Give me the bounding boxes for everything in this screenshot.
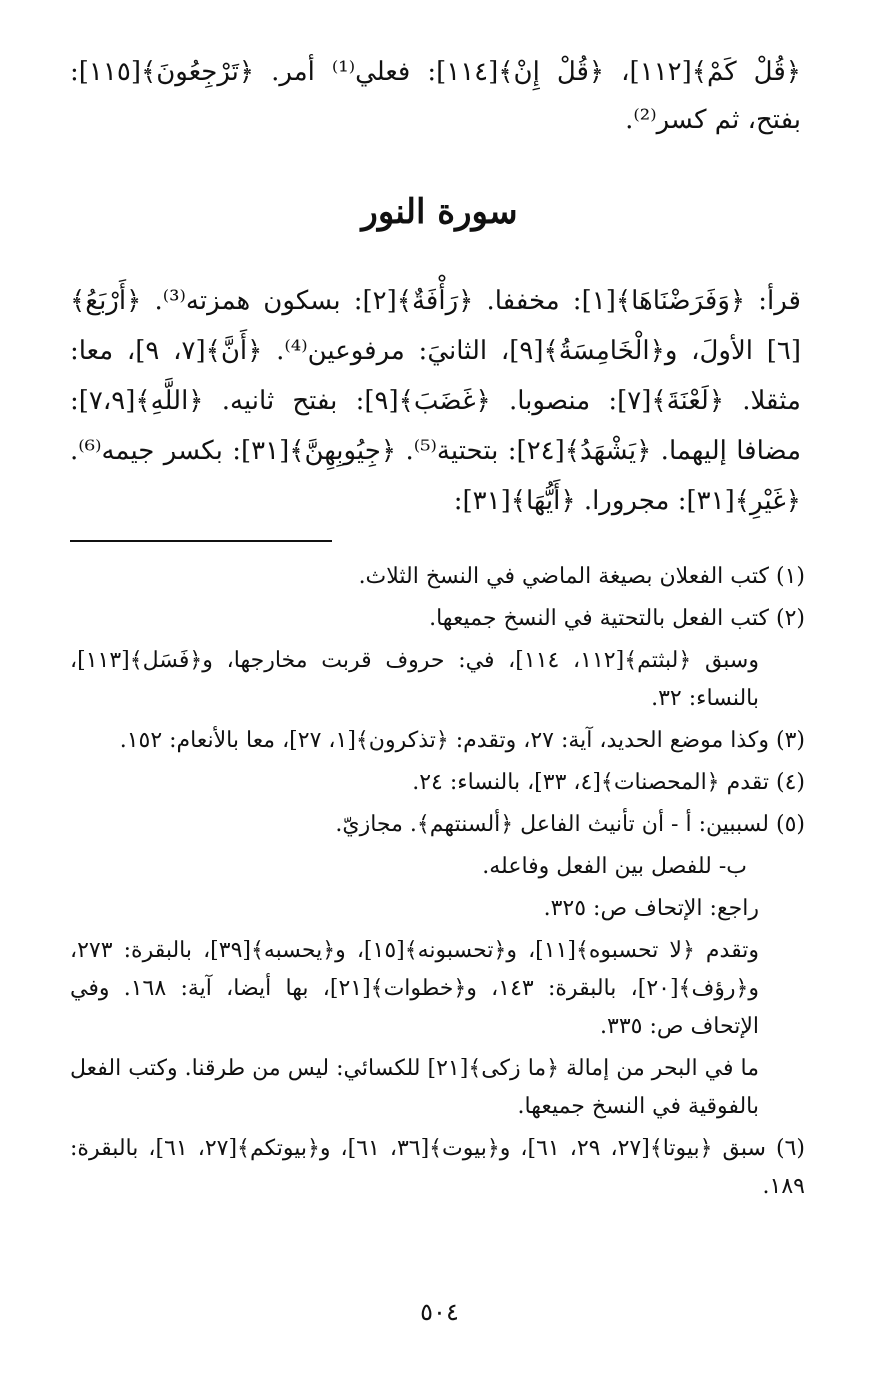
- footnote: وسبق ﴿لبثتم﴾[١١٢، ١١٤]، في: حروف قربت مخارجها، و﴿فَسَل﴾[١١٣]، بالنساء: ٣٢.: [70, 648, 759, 711]
- footnote: وتقدم ﴿لا تحسبوه﴾[١١]، و﴿تحسبونه﴾[١٥]، و﴿يحسبه﴾[٣٩]، بالبقرة: ٢٧٣، و﴿رؤف﴾[٢٠]، بالبقرة: ١٤٣، و﴿خطوات﴾[٢١]، بها أيضا، آية: ١٦٨. وفي الإتحاف ص: ٣٣٥.: [70, 938, 760, 1039]
- footnote: (٢) كتب الفعل بالتحتية في النسخ جميعها.: [429, 606, 805, 631]
- footnote: (٣) وكذا موضع الحديد، آية: ٢٧، وتقدم: ﴿تذكرون﴾[١، ٢٧]، معا بالأنعام: ١٥٢.: [119, 728, 805, 753]
- footnote-divider: [70, 540, 332, 542]
- footnote: (٦) سبق ﴿بيوتا﴾[٢٧، ٢٩، ٦١]، و﴿بيوت﴾[٣٦، ٦١]، و﴿بيوتكم﴾[٢٧، ٦١]، بالبقرة: ١٨٩.: [70, 1136, 805, 1199]
- footnote: (٤) تقدم ﴿المحصنات﴾[٤، ٣٣]، بالنساء: ٢٤.: [412, 770, 805, 795]
- page-number: ٥٠٤: [420, 1298, 459, 1326]
- main-paragraph: قرأ: ﴿وَفَرَضْنَاهَا﴾[١]: مخففا. ﴿رَأْفَةٌ﴾[٢]: بسكون همزته⁽³⁾. ﴿أَرْبَعُ﴾[٦] الأولَ، و﴿الْخَامِسَةُ﴾[٩]، الثانيَ: مرفوعين⁽⁴⁾. ﴿أَنَّ﴾[٧، ٩]، معا: مثقلا. ﴿لَعْنَةَ﴾[٧]: منصوبا. ﴿غَضَبَ﴾[٩]: بفتح ثانيه. ﴿اللَّهِ﴾[٧،٩]: مضافا إليهما. ﴿يَشْهَدُ﴾[٢٤]: بتحتية⁽⁵⁾. ﴿جِيُوبِهِنَّ﴾[٣١]: بكسر جيمه⁽⁶⁾. ﴿غَيْرِ﴾[٣١]: مجرورا. ﴿أَيُّهَا﴾[٣١]:: [70, 286, 802, 516]
- footnotes: [70, 558, 805, 1210]
- footnote: (٥) لسببين: أ - أن تأنيث الفاعل ﴿ألسنتهم﴾. مجازيّ.: [335, 812, 805, 837]
- surah-title: سورة النور: [361, 192, 518, 232]
- footnote: ب- للفصل بين الفعل وفاعله.: [482, 854, 747, 879]
- footnote: ما في البحر من إمالة ﴿ما زكى﴾[٢١] للكسائي: ليس من طرقنا. وكتب الفعل بالفوقية في النسخ جميعها.: [70, 1056, 760, 1119]
- footnote: راجع: الإتحاف ص: ٣٢٥.: [543, 896, 759, 921]
- top-paragraph: ﴿قُلْ كَمْ﴾[١١٢]، ﴿قُلْ إِنْ﴾[١١٤]: فعلي⁽¹⁾ أمر. ﴿تَرْجِعُونَ﴾[١١٥]: بفتح، ثم كسر⁽²⁾.: [70, 57, 801, 135]
- footnote: (١) كتب الفعلان بصيغة الماضي في النسخ الثلاث.: [358, 564, 805, 589]
